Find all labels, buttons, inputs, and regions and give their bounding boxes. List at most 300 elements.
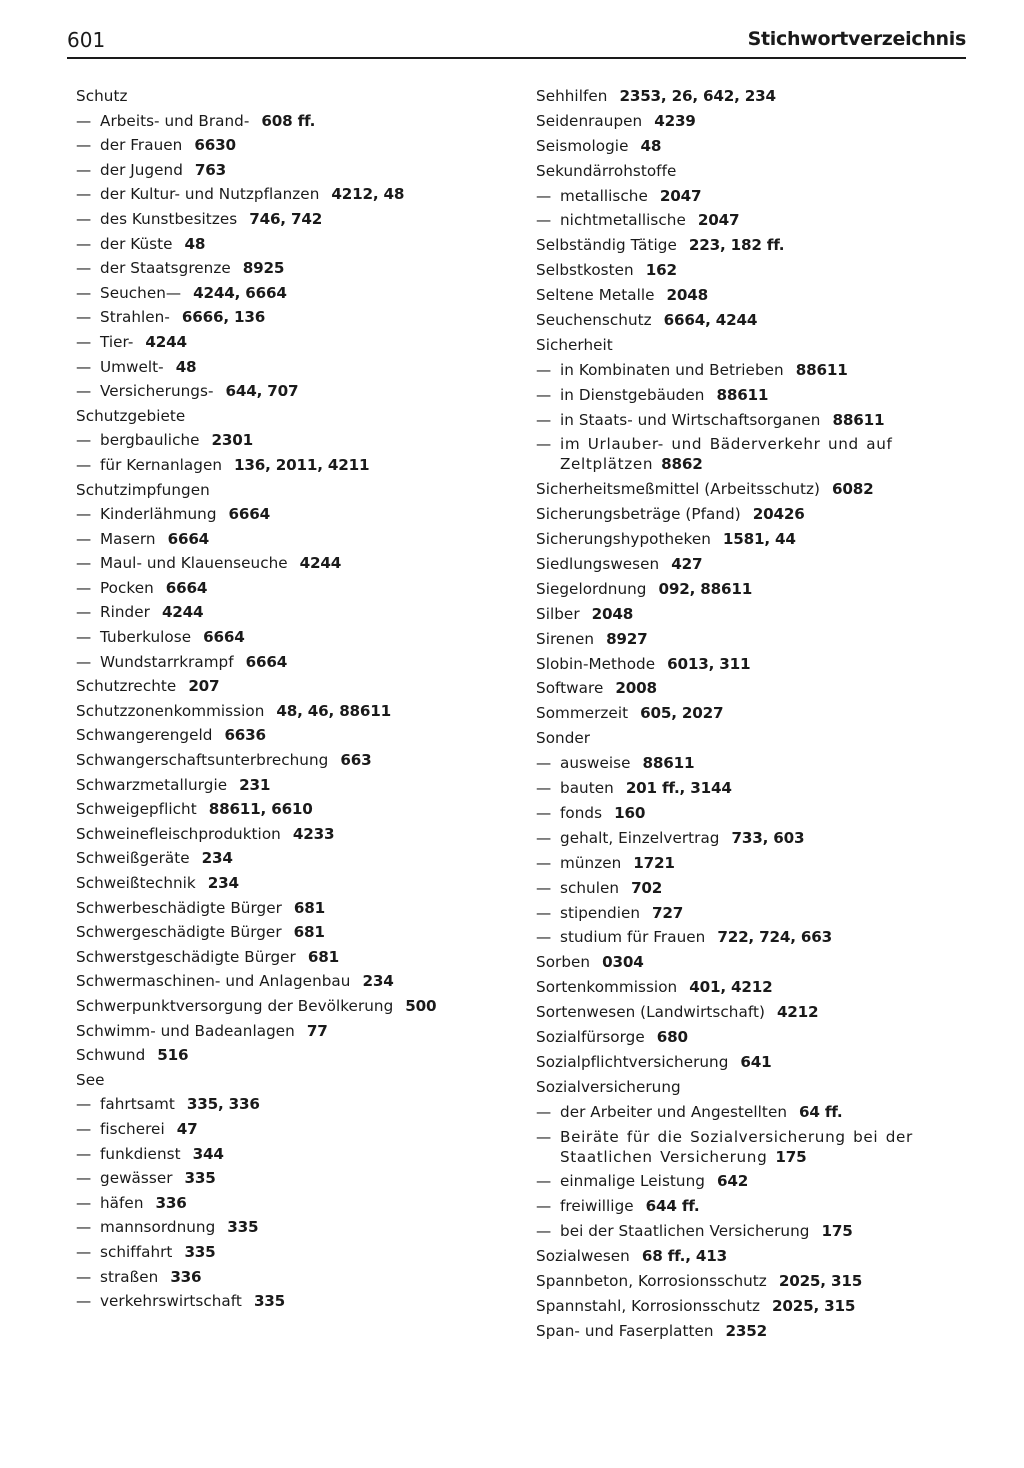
index-references: 0304 [602, 953, 644, 972]
index-subentry [76, 529, 516, 554]
index-references: 6664, 4244 [663, 311, 758, 330]
index-references: 681 [293, 923, 325, 942]
subentry-dash: — [76, 529, 92, 548]
index-term: Sorben [536, 953, 591, 972]
index-references: 644 ff. [645, 1197, 700, 1216]
subentry-dash: — [76, 1169, 92, 1188]
subentry-dash: — [76, 652, 92, 671]
subentry-dash: — [76, 455, 92, 474]
index-references: 344 [192, 1144, 224, 1163]
index-subentry [76, 652, 516, 677]
index-references: 336 [155, 1193, 187, 1212]
index-term: fischerei [100, 1119, 165, 1138]
index-references: 234 [207, 874, 239, 892]
index-entry [76, 406, 516, 431]
subentry-dash: — [536, 853, 552, 872]
subentry-dash: — [76, 259, 92, 278]
index-references: 702 [631, 878, 663, 897]
index-subentry [76, 160, 516, 185]
index-references: 48 [175, 357, 197, 376]
index-entry [536, 554, 982, 579]
index-references: 162 [645, 261, 677, 280]
index-references: 20426 [752, 505, 805, 524]
index-entry [536, 479, 982, 504]
index-term: Tuberkulose [100, 628, 192, 647]
index-references: 4212 [776, 1003, 819, 1022]
index-term: Versicherungs- [100, 382, 214, 401]
subentry-dash: — [536, 1127, 552, 1146]
index-entry [536, 310, 982, 335]
index-references: 48, 46, 88611 [276, 701, 392, 720]
index-subentry [76, 332, 516, 357]
index-references: 4244 [299, 554, 342, 573]
index-term: straßen [100, 1267, 159, 1286]
index-references: 681 [307, 947, 339, 966]
index-references: 6636 [224, 726, 266, 745]
index-term: Sicherungsbeträge (Pfand) [536, 505, 741, 524]
index-references: 88611 [716, 385, 769, 404]
index-term: Schwimm- und Badeanlagen [76, 1021, 295, 1040]
index-term: ausweise [560, 754, 631, 773]
index-term: mannsordnung [100, 1218, 216, 1237]
index-term: Wundstarrkrampf [100, 652, 234, 671]
subentry-dash: — [536, 828, 552, 847]
index-entry [536, 1296, 982, 1321]
index-entry [76, 824, 516, 849]
subentry-dash: — [76, 505, 92, 524]
index-references: 4244 [161, 603, 204, 622]
index-term: studium für Frauen [560, 928, 706, 947]
subentry-dash: — [76, 554, 92, 573]
index-term: verkehrswirtschaft [100, 1292, 242, 1311]
index-references: 88611 [795, 360, 848, 379]
index-references: 642 [716, 1172, 749, 1191]
index-references: 160 [614, 803, 646, 822]
index-term: funkdienst [100, 1144, 181, 1163]
index-term: gewässer [100, 1169, 173, 1188]
index-entry [76, 1045, 516, 1070]
index-term: Schwangerengeld [76, 726, 213, 745]
index-references: 2008 [615, 679, 657, 698]
index-references: 1721 [633, 853, 675, 872]
index-subentry [76, 627, 516, 652]
subentry-dash: — [76, 308, 92, 327]
subentry-dash: — [76, 1218, 92, 1237]
index-subentry [76, 602, 516, 627]
index-references: 6630 [194, 136, 236, 155]
index-term: Schwergeschädigte Bürger [76, 923, 282, 942]
index-references: 136, 2011, 4211 [234, 455, 370, 474]
subentry-dash: — [536, 1197, 552, 1216]
index-entry [536, 1321, 982, 1346]
index-subentry [536, 360, 982, 385]
subentry-dash: — [76, 382, 92, 401]
index-term: fahrtsamt [100, 1095, 175, 1114]
index-term: Schweigepflicht [76, 800, 197, 819]
index-entry [536, 654, 982, 679]
index-subentry [76, 553, 516, 578]
index-references: 8862 [661, 455, 703, 474]
index-term: Sekundärrohstoffe [536, 161, 677, 180]
index-entry [76, 725, 516, 750]
subentry-dash: — [76, 1095, 92, 1114]
index-term: Software [536, 679, 604, 698]
index-entry [536, 579, 982, 604]
index-references: 175 [821, 1222, 853, 1241]
subentry-dash: — [536, 385, 552, 404]
index-entry [536, 977, 982, 1002]
index-references: 2048 [591, 604, 634, 623]
index-references: 6664 [165, 578, 208, 597]
index-references: 681 [293, 898, 325, 917]
index-references: 88611 [832, 410, 885, 429]
index-term: Schwangerschaftsunterbrechung [76, 751, 329, 770]
index-entry [76, 1070, 516, 1095]
index-references: 335 [184, 1169, 216, 1188]
index-subentry [536, 1221, 982, 1246]
subentry-dash: — [536, 803, 552, 822]
index-subentry [76, 504, 516, 529]
index-subentry [76, 135, 516, 160]
index-term: Kinderlähmung [100, 505, 217, 524]
index-term: Beiräte für die Sozialversicherung bei der Staatlichen Versicherung [560, 1127, 913, 1166]
index-references: 88611 [642, 754, 695, 773]
index-subentry [76, 578, 516, 603]
index-references: 746, 742 [249, 209, 323, 228]
index-term: Schweißgeräte [76, 849, 190, 868]
index-references: 48 [640, 136, 662, 155]
index-references: 6664 [228, 505, 271, 524]
index-term: fonds [560, 803, 603, 822]
index-references: 335 [253, 1292, 286, 1311]
index-subentry [76, 1144, 516, 1169]
index-subentry [76, 111, 516, 136]
index-term: bergbauliche [100, 431, 200, 450]
index-references: 6013, 311 [667, 654, 751, 673]
subentry-dash: — [536, 1102, 552, 1121]
index-term: Schweißtechnik [76, 874, 196, 892]
index-entry [76, 799, 516, 824]
index-term: Masern [100, 529, 156, 548]
index-entry [536, 1077, 982, 1102]
index-term: Schwerpunktversorgung der Bevölkerung [76, 996, 394, 1015]
index-references: 201 ff., 3144 [625, 779, 732, 798]
index-references: 2025, 315 [778, 1271, 863, 1290]
index-references: 64 ff. [799, 1102, 843, 1121]
index-references: 223, 182 ff. [688, 236, 785, 255]
index-references: 2047 [697, 211, 740, 230]
index-references: 608 ff. [261, 111, 316, 130]
index-subentry [536, 878, 982, 903]
index-references: 4239 [654, 111, 696, 130]
index-references: 763 [194, 160, 227, 179]
index-subentry [76, 307, 516, 332]
index-term: Schutzimpfungen [76, 480, 210, 499]
index-term: Umwelt- [100, 357, 164, 376]
index-term: Sicherheitsmeßmittel (Arbeitsschutz) [536, 480, 821, 499]
index-term: in Staats- und Wirtschaftsorganen [560, 410, 821, 429]
index-subentry [76, 1217, 516, 1242]
index-term: in Kombinaten und Betrieben [560, 360, 784, 379]
index-entry [536, 1271, 982, 1296]
index-term: Schwund [76, 1046, 146, 1065]
index-references: 48 [184, 234, 206, 253]
index-term: Schwarzmetallurgie [76, 775, 228, 794]
header-rule [67, 57, 966, 59]
index-subentry [536, 186, 982, 211]
index-references: 47 [176, 1119, 198, 1138]
subentry-dash: — [536, 903, 552, 922]
subentry-dash: — [536, 878, 552, 897]
index-references: 6082 [832, 480, 874, 499]
index-entry [536, 1002, 982, 1027]
index-references: 401, 4212 [689, 978, 773, 997]
index-references: 2352 [725, 1321, 768, 1340]
index-term: der Kultur- und Nutzpflanzen [100, 185, 320, 204]
index-subentry [536, 385, 982, 410]
subentry-dash: — [536, 779, 552, 798]
index-term: schulen [560, 878, 620, 897]
index-subentry [76, 1267, 516, 1292]
index-references: 231 [239, 775, 271, 794]
subentry-dash: — [76, 111, 92, 130]
index-subentry [76, 184, 516, 209]
index-subentry [536, 803, 982, 828]
index-term: Span- und Faserplatten [536, 1321, 714, 1340]
index-term: Selbständig Tätige [536, 236, 677, 255]
index-subentry [76, 455, 516, 480]
index-term: Arbeits- und Brand- [100, 111, 250, 130]
index-term: Sicherheit [536, 335, 613, 354]
subentry-dash: — [76, 1267, 92, 1286]
index-term: häfen [100, 1193, 144, 1212]
index-term: der Jugend [100, 160, 183, 179]
subentry-dash: — [536, 186, 552, 205]
index-references: 680 [656, 1027, 688, 1046]
index-term: in Dienstgebäuden [560, 385, 705, 404]
index-subentry [76, 209, 516, 234]
index-references: 663 [340, 751, 372, 770]
index-term: im Urlauber- und Bäderverkehr und auf Zeltplätzen [560, 435, 893, 474]
subentry-dash: — [76, 160, 92, 179]
index-term: Rinder [100, 603, 150, 622]
index-term: Schwerstgeschädigte Bürger [76, 947, 296, 966]
index-references: 335 [184, 1242, 216, 1261]
index-subentry [76, 1168, 516, 1193]
index-term: Tier- [100, 332, 134, 351]
index-term: Schutzzonenkommission [76, 701, 265, 720]
index-subentry [76, 234, 516, 259]
index-subentry [536, 210, 982, 235]
subentry-dash: — [76, 578, 92, 597]
index-entry [536, 1246, 982, 1271]
index-subentry [76, 357, 516, 382]
index-column-right [536, 86, 982, 1346]
subentry-dash: — [536, 211, 552, 230]
index-entry [76, 701, 516, 726]
index-subentry [76, 1094, 516, 1119]
index-subentry [76, 1119, 516, 1144]
index-references: 8925 [242, 259, 285, 278]
index-entry [536, 161, 982, 186]
subentry-dash: — [76, 234, 92, 253]
index-entry [536, 235, 982, 260]
index-references: 77 [306, 1021, 328, 1040]
subentry-dash: — [76, 1193, 92, 1212]
subentry-dash: — [536, 435, 552, 454]
index-subentry [536, 753, 982, 778]
index-term: des Kunstbesitzes [100, 209, 238, 228]
subentry-dash: — [76, 357, 92, 376]
index-references: 733, 603 [731, 828, 805, 847]
index-entry [76, 480, 516, 505]
subentry-dash: — [76, 1242, 92, 1261]
index-references: 6666, 136 [181, 308, 266, 327]
index-subentry [76, 430, 516, 455]
index-subentry [536, 1196, 982, 1221]
index-references: 335, 336 [186, 1095, 260, 1114]
index-references: 175 [775, 1147, 807, 1166]
index-references: 2353, 26, 642, 234 [619, 87, 776, 105]
index-term: münzen [560, 853, 622, 872]
index-subentry [76, 258, 516, 283]
index-term: für Kernanlagen [100, 455, 223, 474]
index-references: 8927 [606, 629, 648, 648]
index-entry [536, 604, 982, 629]
index-references: 092, 88611 [658, 579, 753, 598]
index-term: Siedlungswesen [536, 555, 660, 574]
index-references: 2048 [666, 286, 709, 305]
index-entry [76, 676, 516, 701]
index-references: 6664 [167, 529, 210, 548]
index-entry [536, 678, 982, 703]
index-references: 2301 [211, 431, 254, 450]
index-term: See [76, 1070, 105, 1089]
index-references: 4244 [145, 332, 187, 351]
index-term: Spannstahl, Korrosionsschutz [536, 1296, 760, 1315]
index-term: der Arbeiter und Angestellten [560, 1102, 788, 1121]
index-subentry [536, 1102, 982, 1127]
index-term: Schutz [76, 87, 128, 105]
index-term: schiffahrt [100, 1242, 173, 1261]
subentry-dash: — [536, 1222, 552, 1241]
index-term: Maul- und Klauenseuche [100, 554, 288, 573]
index-references: 641 [740, 1052, 772, 1071]
subentry-dash: — [536, 1172, 552, 1191]
index-references: 605, 2027 [640, 704, 724, 723]
index-term: gehalt, Einzelvertrag [560, 828, 720, 847]
index-term: metallische [560, 186, 648, 205]
index-term: Sozialwesen [536, 1247, 630, 1266]
index-term: Sozialversicherung [536, 1077, 681, 1096]
subentry-dash: — [536, 754, 552, 773]
index-references: 644, 707 [225, 382, 299, 401]
subentry-dash: — [536, 928, 552, 947]
index-references: 4244, 6664 [193, 283, 287, 302]
index-entry [536, 260, 982, 285]
subentry-dash: — [76, 1144, 92, 1163]
index-subentry [536, 434, 982, 479]
index-subentry [536, 828, 982, 853]
index-references: 722, 724, 663 [717, 928, 832, 947]
index-entry [536, 136, 982, 161]
subentry-dash: — [76, 1292, 92, 1311]
index-term: der Staatsgrenze [100, 259, 231, 278]
subentry-dash: — [76, 283, 92, 302]
index-term: Strahlen- [100, 308, 170, 327]
index-references: 2025, 315 [772, 1296, 856, 1315]
index-references: 336 [170, 1267, 202, 1286]
index-entry [536, 529, 982, 554]
index-term: Schutzgebiete [76, 406, 186, 425]
index-references: 6664 [245, 652, 288, 671]
index-term: Silber [536, 604, 580, 623]
index-subentry [76, 1291, 516, 1316]
index-term: Sonder [536, 729, 591, 748]
index-references: 2047 [659, 186, 702, 205]
index-term: Seidenraupen [536, 111, 643, 130]
index-subentry [76, 283, 516, 308]
index-term: Seuchenschutz [536, 311, 652, 330]
index-entry [536, 1052, 982, 1077]
running-head: Stichwortverzeichnis [747, 28, 966, 50]
index-entry [76, 775, 516, 800]
index-subentry [536, 903, 982, 928]
index-entry [536, 703, 982, 728]
index-entry [76, 898, 516, 923]
index-column-left [76, 86, 516, 1316]
index-term: bei der Staatlichen Versicherung [560, 1222, 810, 1241]
index-subentry [536, 1171, 982, 1196]
index-entry [76, 873, 516, 898]
index-term: Spannbeton, Korrosionsschutz [536, 1271, 767, 1290]
index-term: Sortenwesen (Landwirtschaft) [536, 1003, 765, 1022]
index-entry [76, 86, 516, 111]
subentry-dash: — [76, 1119, 92, 1138]
index-entry [536, 86, 982, 111]
subentry-dash: — [536, 360, 552, 379]
subentry-dash: — [536, 410, 552, 429]
index-term: Pocken [100, 578, 154, 597]
index-term: Sortenkommission [536, 978, 678, 997]
index-subentry [76, 1242, 516, 1267]
index-term: Seuchen— [100, 283, 182, 302]
index-references: 500 [405, 996, 437, 1015]
index-term: der Küste [100, 234, 173, 253]
index-term: der Frauen [100, 136, 183, 155]
index-entry [536, 952, 982, 977]
index-references: 427 [671, 555, 703, 574]
index-subentry [536, 778, 982, 803]
index-entry [76, 996, 516, 1021]
subentry-dash: — [76, 209, 92, 228]
index-entry [536, 728, 982, 753]
subentry-dash: — [76, 185, 92, 204]
index-term: freiwillige [560, 1197, 634, 1216]
index-entry [536, 335, 982, 360]
index-references: 234 [201, 849, 233, 868]
index-entry [76, 750, 516, 775]
subentry-dash: — [76, 603, 92, 622]
index-term: Sozialpflichtversicherung [536, 1052, 729, 1071]
index-term: einmalige Leistung [560, 1172, 705, 1191]
index-entry [76, 922, 516, 947]
index-term: Schweinefleischproduktion [76, 824, 281, 843]
index-subentry [536, 410, 982, 435]
index-references: 6664 [203, 628, 245, 647]
index-subentry [536, 1127, 982, 1172]
index-references: 234 [362, 972, 394, 991]
